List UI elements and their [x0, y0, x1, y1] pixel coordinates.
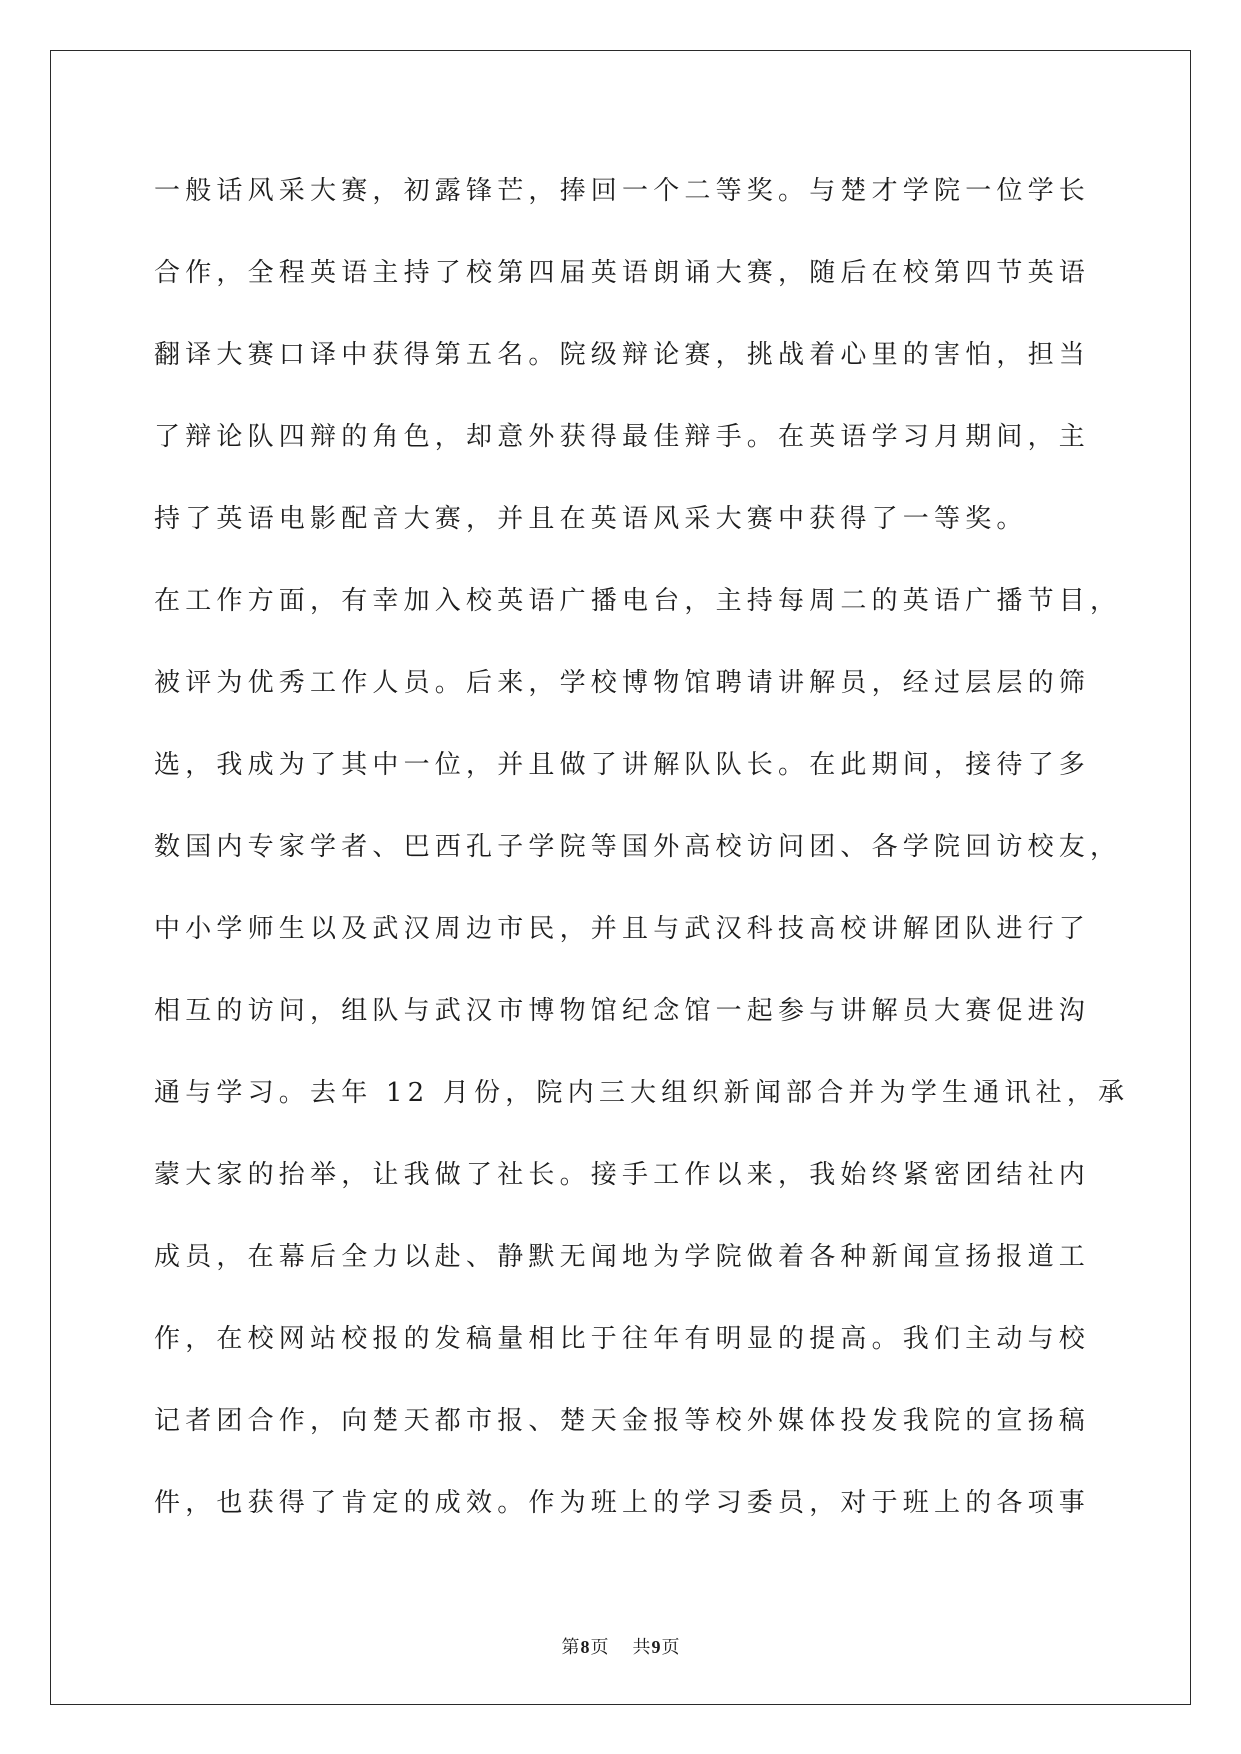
text-line: 记者团合作，向楚天都市报、楚天金报等校外媒体投发我院的宣扬稿 — [154, 1406, 1091, 1436]
page-suffix: 页 — [590, 1637, 609, 1658]
text-line: 相互的访问，组队与武汉市博物馆纪念馆一起参与讲解员大赛促进沟 — [154, 996, 1091, 1026]
text-line: 持了英语电影配音大赛，并且在英语风采大赛中获得了一等奖。 — [154, 504, 1028, 534]
total-pages — [633, 1637, 680, 1658]
total-suffix: 页 — [661, 1637, 680, 1658]
text-line: 件，也获得了肯定的成效。作为班上的学习委员，对于班上的各项事 — [154, 1488, 1091, 1518]
text-line: 选，我成为了其中一位，并且做了讲解队队长。在此期间，接待了多 — [154, 750, 1091, 780]
text-line: 通与学习。去年 12 月份，院内三大组织新闻部合并为学生通讯社，承 — [154, 1078, 1130, 1108]
text-line: 翻译大赛口译中获得第五名。院级辩论赛，挑战着心里的害怕，担当 — [154, 340, 1091, 370]
text-line: 了辩论队四辩的角色，却意外获得最佳辩手。在英语学习月期间，主 — [154, 422, 1091, 452]
total-prefix: 共 — [632, 1637, 651, 1658]
text-line: 数国内专家学者、巴西孔子学院等国外高校访问团、各学院回访校友， — [154, 832, 1122, 862]
page-number — [562, 1637, 609, 1658]
text-line: 在工作方面，有幸加入校英语广播电台，主持每周二的英语广播节目， — [154, 586, 1122, 616]
text-line: 中小学师生以及武汉周边市民，并且与武汉科技高校讲解团队进行了 — [154, 914, 1091, 944]
text-line: 作，在校网站校报的发稿量相比于往年有明显的提高。我们主动与校 — [154, 1324, 1091, 1354]
page-prefix: 第 — [561, 1637, 580, 1658]
current-page-number: 8 — [580, 1637, 590, 1657]
page-footer — [0, 1632, 1241, 1663]
body-text — [154, 150, 1134, 1544]
text-line: 一般话风采大赛，初露锋芒，捧回一个二等奖。与楚才学院一位学长 — [154, 176, 1091, 206]
text-line: 蒙大家的抬举，让我做了社长。接手工作以来，我始终紧密团结社内 — [154, 1160, 1091, 1190]
total-pages-number: 9 — [651, 1637, 661, 1657]
text-line: 合作，全程英语主持了校第四届英语朗诵大赛，随后在校第四节英语 — [154, 258, 1091, 288]
text-line: 成员，在幕后全力以赴、静默无闻地为学院做着各种新闻宣扬报道工 — [154, 1242, 1091, 1272]
text-line: 被评为优秀工作人员。后来，学校博物馆聘请讲解员，经过层层的筛 — [154, 668, 1091, 698]
